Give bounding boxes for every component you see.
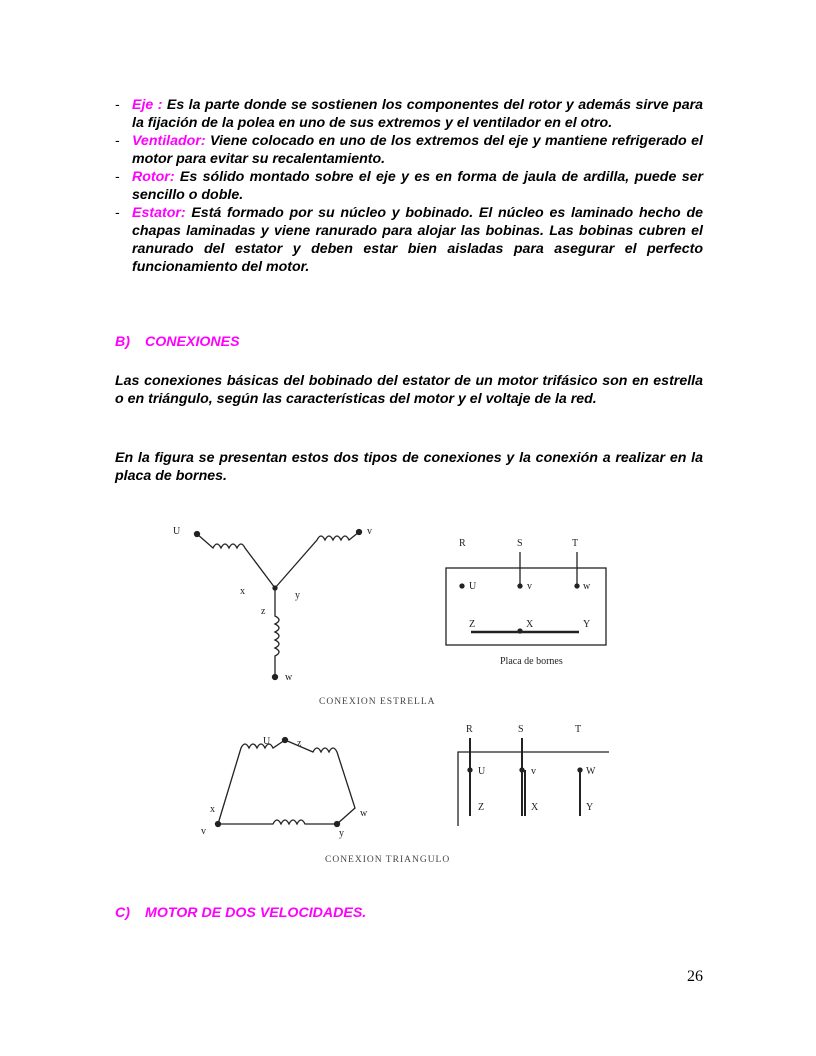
delta-label-y: y xyxy=(339,828,344,839)
delta-plate-label-v: v xyxy=(531,766,536,777)
delta-plate-label-x: X xyxy=(531,802,539,813)
page-number: 26 xyxy=(687,968,703,985)
bullet-dash: - xyxy=(115,133,120,149)
star-label-x: x xyxy=(240,586,245,597)
term: Rotor xyxy=(132,169,170,185)
star-terminal-plate xyxy=(446,552,606,645)
bullet-dash: - xyxy=(115,169,120,185)
delta-plate-label-s: S xyxy=(518,724,524,735)
star-connection-diagram xyxy=(195,530,362,680)
star-plate-label-r: R xyxy=(459,538,466,549)
term: Estator xyxy=(132,205,181,221)
delta-plate-label-z: Z xyxy=(478,802,485,813)
section-heading-c: C) MOTOR DE DOS VELOCIDADES. xyxy=(115,905,367,921)
paragraph-figura: En la figura se presentan estos dos tipos de conexiones y la conexión a realizar en la placa de bornes. xyxy=(115,450,703,484)
delta-label-x: x xyxy=(210,804,215,815)
delta-plate-label-w: W xyxy=(586,766,596,777)
star-label-y: y xyxy=(295,590,300,601)
term: Ventilador xyxy=(132,133,201,149)
section-heading-b: B) CONEXIONES xyxy=(115,334,240,350)
star-plate-label-u: U xyxy=(469,581,477,592)
star-plate-label-y: Y xyxy=(583,619,591,630)
star-plate-caption: Placa de bornes xyxy=(500,656,563,667)
list-item-ventilador: - Ventilador: Viene colocado en uno de los extremos del eje y mantiene refrigerado el motor para evitar su recalentamiento. xyxy=(115,133,703,167)
bullet-dash: - xyxy=(115,205,120,221)
delta-label-v: v xyxy=(201,826,206,837)
star-label-u: U xyxy=(173,526,181,537)
delta-caption: CONEXION TRIANGULO xyxy=(325,855,451,865)
delta-label-z: z xyxy=(297,738,302,749)
star-caption: CONEXION ESTRELLA xyxy=(319,697,436,707)
delta-label-w: w xyxy=(360,808,368,819)
bullet-dash: - xyxy=(115,97,120,113)
delta-connection-diagram xyxy=(216,738,356,827)
delta-plate-label-r: R xyxy=(466,724,473,735)
component-list xyxy=(115,96,703,276)
definition: Es sólido montado sobre el eje y es en forma de jaula de ardilla, puede ser sencillo o doble. xyxy=(132,169,703,203)
definition: Viene colocado en uno de los extremos del eje y mantiene refrigerado el motor para evitar su recalentamiento. xyxy=(132,133,703,167)
paragraph-conexiones: Las conexiones básicas del bobinado del estator de un motor trifásico son en estrella o en triángulo, según las características del motor y el voltaje de la red. xyxy=(115,373,703,407)
term: Eje xyxy=(132,97,154,113)
list-item-estator: - Estator: Está formado por su núcleo y bobinado. El núcleo es laminado hecho de chapas laminadas y viene ranurado para alojar las bobinas. Las bobinas cubren el ranurado del estator y deben estar bien aisladas para asegurar el perfecto funcionamiento del motor. xyxy=(115,205,703,275)
star-plate-label-t: T xyxy=(572,538,579,549)
star-plate-label-s: S xyxy=(517,538,523,549)
list-item-eje: - Eje : Es la parte donde se sostienen los componentes del rotor y además sirve para la fijación de la polea en uno de sus extremos y el ventilador en el otro. xyxy=(115,97,703,131)
delta-plate-label-t: T xyxy=(575,724,582,735)
definition: Está formado por su núcleo y bobinado. El núcleo es laminado hecho de chapas laminadas y viene ranurado para alojar las bobinas. Las bobinas cubren el ranurado del estator y deben estar bien aisladas para asegurar el perfecto funcionamiento del motor. xyxy=(132,205,703,275)
delta-plate-label-u: U xyxy=(478,766,486,777)
star-plate-label-x: X xyxy=(526,619,534,630)
star-label-z: z xyxy=(261,606,266,617)
star-label-v: v xyxy=(367,526,372,537)
star-plate-label-w: w xyxy=(583,581,591,592)
delta-label-u: U xyxy=(263,736,271,747)
star-label-w: w xyxy=(285,672,293,683)
star-plate-label-v: v xyxy=(527,581,532,592)
connection-diagram-figure xyxy=(163,512,703,884)
connection-diagram-svg xyxy=(163,512,703,884)
delta-plate-label-y: Y xyxy=(586,802,594,813)
definition: Es la parte donde se sostienen los componentes del rotor y además sirve para la fijación de la polea en uno de sus extremos y el ventilador en el otro. xyxy=(132,97,703,131)
star-plate-label-z: Z xyxy=(469,619,476,630)
list-item-rotor: - Rotor: Es sólido montado sobre el eje y es en forma de jaula de ardilla, puede ser sencillo o doble. xyxy=(115,169,703,203)
